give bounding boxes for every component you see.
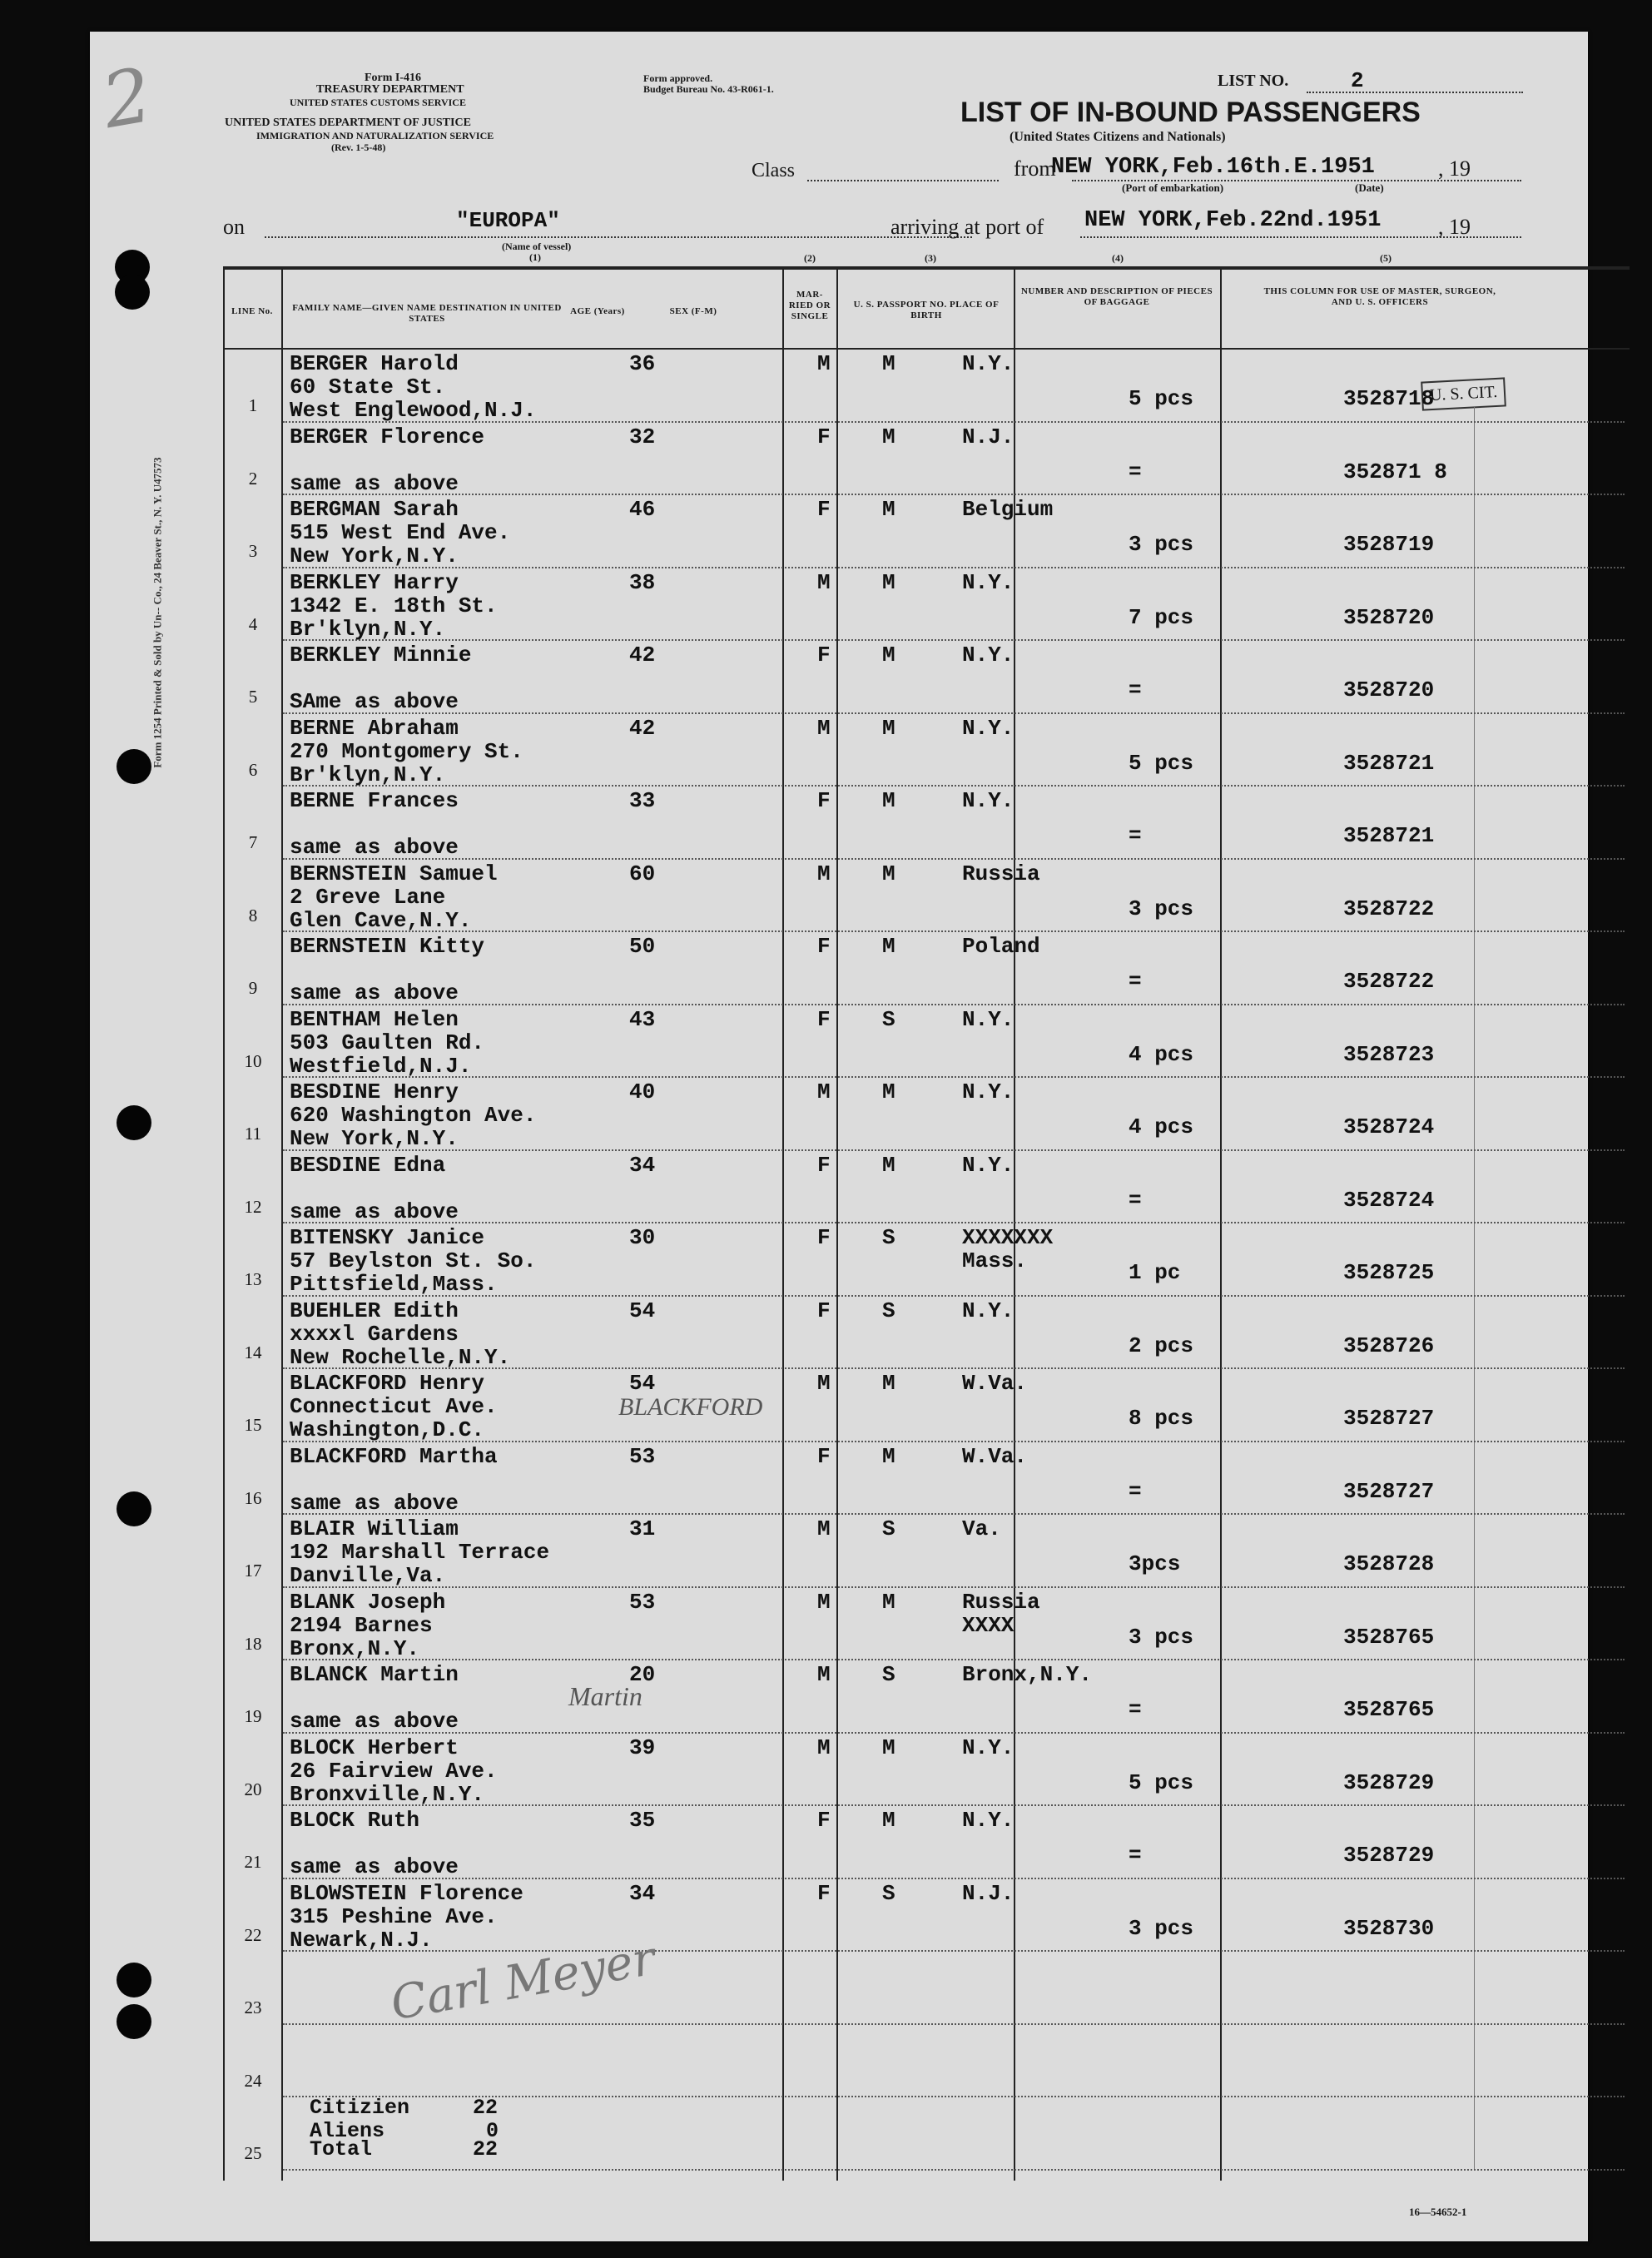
passport-number: 3528722 (1343, 969, 1435, 994)
address-line-2: Danville,Va. (290, 1563, 446, 1588)
age: 33 (629, 788, 656, 813)
marital-status: M (882, 643, 895, 667)
row-divider (283, 712, 1625, 714)
marital-status: M (882, 351, 895, 376)
row-divider (283, 1076, 1625, 1078)
marital-status: S (882, 1298, 895, 1323)
line-number: 16 (244, 1487, 262, 1508)
passenger-name: BERGER Florence (290, 424, 485, 449)
citizen-count: 22 (473, 2096, 499, 2120)
punch-hole (117, 1105, 151, 1140)
passenger-name: BESDINE Henry (290, 1079, 459, 1104)
marital-status: S (882, 1662, 895, 1687)
place-of-birth: N.Y. (962, 1079, 1015, 1104)
address-line-2: Bronxville,N.Y. (290, 1781, 485, 1807)
baggage: 4 pcs (1129, 1041, 1194, 1067)
baggage: 3 pcs (1129, 1624, 1194, 1650)
address-line-2: West Englewood,N.J. (290, 398, 537, 423)
place-of-birth: Poland (962, 934, 1040, 959)
baggage: = (1129, 1187, 1142, 1213)
arrival-value: NEW YORK,Feb.22nd.1951 (1084, 208, 1382, 233)
age: 35 (629, 1808, 656, 1833)
address-line-2: Br'klyn,N.Y. (290, 762, 446, 787)
passenger-name: BLANCK Martin (290, 1662, 459, 1687)
sex: F (817, 1808, 831, 1833)
embarkation-value: NEW YORK,Feb.16th.E.1951 (1051, 155, 1375, 180)
passport-number: 3528725 (1343, 1260, 1435, 1285)
baggage: 3 pcs (1129, 896, 1194, 921)
address-line-2: Glen Cave,N.Y. (290, 907, 472, 933)
age: 46 (629, 497, 656, 522)
punch-hole (117, 1963, 151, 1997)
citizen-label: Citizien (310, 2096, 410, 2120)
passenger-name: BLACKFORD Martha (290, 1443, 498, 1469)
passenger-name: BUEHLER Edith (290, 1298, 459, 1323)
baggage: 5 pcs (1129, 386, 1194, 411)
line-number: 19 (244, 1706, 262, 1726)
passenger-name: BLACKFORD Henry (290, 1371, 485, 1396)
place-of-birth-2: XXXX (962, 1612, 1015, 1638)
aliens-label: Aliens (310, 2119, 385, 2143)
passport-number: 3528765 (1343, 1697, 1435, 1722)
list-no-label: LIST NO. (1218, 72, 1289, 90)
age: 36 (629, 351, 656, 376)
page-subtitle: (United States Citizens and Nationals) (1010, 130, 1226, 144)
age: 20 (629, 1662, 656, 1687)
line-number: 4 (248, 613, 258, 634)
sex: F (817, 497, 831, 522)
passport-number: 3528765 (1343, 1624, 1435, 1650)
arrival-year-suffix: , 19 (1438, 215, 1471, 239)
sex: F (817, 1006, 831, 1032)
customs-service: UNITED STATES CUSTOMS SERVICE (290, 97, 466, 108)
place-of-birth: N.J. (962, 1880, 1015, 1906)
address-line-1: 515 West End Ave. (290, 520, 511, 545)
col-married: MAR-RIED OR SINGLE (788, 290, 831, 321)
place-of-birth: N.Y. (962, 1808, 1015, 1833)
row-divider (283, 639, 1625, 641)
row-divider (283, 2023, 1625, 2025)
passport-number: 352871 8 (1343, 459, 1447, 484)
line-number: 8 (248, 905, 258, 926)
baggage: = (1129, 677, 1142, 702)
address-line-2: Washington,D.C. (290, 1417, 485, 1442)
sex: M (817, 351, 831, 376)
place-of-birth: Belgium (962, 497, 1054, 522)
age: 30 (629, 1225, 656, 1250)
address-line-2: same as above (290, 980, 459, 1005)
address-line-2: same as above (290, 1854, 459, 1879)
passenger-name: BLANK Joseph (290, 1589, 446, 1615)
address-line-2: New York,N.Y. (290, 543, 459, 568)
col-passport: U. S. PASSPORT NO. PLACE OF BIRTH (853, 300, 1000, 320)
age: 42 (629, 643, 656, 667)
passenger-name: BERGER Harold (290, 351, 459, 376)
page-title: LIST OF IN-BOUND PASSENGERS (960, 97, 1421, 128)
passport-number: 3528728 (1343, 1551, 1435, 1576)
passenger-name: BERKLEY Minnie (290, 643, 472, 667)
address-line-1: 1342 E. 18th St. (290, 593, 498, 618)
col-sex: SEX (F-M) (669, 306, 717, 316)
col-baggage: NUMBER AND DESCRIPTION OF PIECES OF BAGGAGE (1020, 286, 1213, 307)
baggage: 5 pcs (1129, 1769, 1194, 1795)
passport-number: 3528723 (1343, 1041, 1435, 1067)
marital-status: M (882, 861, 895, 886)
passenger-name: BLAIR William (290, 1516, 459, 1541)
address-line-1: 315 Peshine Ave. (290, 1903, 498, 1929)
sex: F (817, 1225, 831, 1250)
row-divider (283, 1878, 1625, 1879)
justice-dept: UNITED STATES DEPARTMENT OF JUSTICE (225, 117, 471, 129)
passport-number: 3528724 (1343, 1114, 1435, 1139)
arriving-label: arriving at port of (890, 215, 1044, 239)
sex: F (817, 934, 831, 959)
address-line-1: xxxxl Gardens (290, 1321, 459, 1347)
address-line-2: Br'klyn,N.Y. (290, 616, 446, 642)
address-line-2: same as above (290, 470, 459, 496)
sex: M (817, 1079, 831, 1104)
marital-status: M (882, 1589, 895, 1615)
row-divider (283, 2169, 1625, 2171)
baggage: = (1129, 969, 1142, 994)
place-of-birth: N.Y. (962, 715, 1015, 741)
address-line-2: same as above (290, 1490, 459, 1516)
col-num-5: (5) (1380, 252, 1392, 264)
line-number: 2 (248, 468, 258, 489)
col-num-4: (4) (1112, 252, 1124, 264)
age: 34 (629, 1152, 656, 1178)
handwritten-blackford: BLACKFORD (618, 1393, 763, 1421)
age: 32 (629, 424, 656, 449)
passport-number: 3528730 (1343, 1915, 1435, 1941)
budget-bureau: Budget Bureau No. 43-R061-1. (643, 83, 774, 95)
place-of-birth: N.Y. (962, 569, 1015, 595)
marital-status: M (882, 934, 895, 959)
passenger-name: BERNSTEIN Kitty (290, 934, 485, 959)
passport-number: 3528724 (1343, 1187, 1435, 1213)
line-number: 21 (244, 1852, 262, 1872)
marital-status: S (882, 1516, 895, 1541)
side-print-note: Form 1254 Printed & Sold by Un-- Co., 24 Beaver St., N. Y. U47573 (151, 457, 164, 768)
passenger-name: BLOCK Ruth (290, 1808, 420, 1833)
passport-number: 3528719 (1343, 532, 1435, 557)
marital-status: M (882, 715, 895, 741)
baggage: 8 pcs (1129, 1406, 1194, 1431)
line-number: 22 (244, 1924, 262, 1945)
address-line-2: New York,N.Y. (290, 1126, 459, 1151)
sex: F (817, 1443, 831, 1469)
address-line-2: Pittsfield,Mass. (290, 1272, 498, 1297)
line-number: 1 (248, 395, 258, 415)
place-of-birth: N.Y. (962, 1006, 1015, 1032)
baggage: 7 pcs (1129, 604, 1194, 630)
marital-status: M (882, 497, 895, 522)
passport-number: 3528721 (1343, 823, 1435, 848)
class-label: Class (752, 160, 796, 181)
line-number: 3 (248, 541, 258, 561)
date-note: (Date) (1355, 181, 1384, 194)
baggage: 1 pc (1129, 1260, 1181, 1285)
marital-status: S (882, 1006, 895, 1032)
address-line-1: 620 Washington Ave. (290, 1103, 537, 1128)
sex: F (817, 788, 831, 813)
total-label: Total (310, 2137, 373, 2161)
baggage: = (1129, 823, 1142, 848)
passenger-name: BENTHAM Helen (290, 1006, 459, 1032)
row-divider (283, 785, 1625, 787)
col-line-no: LINE No. (231, 306, 273, 316)
row-divider (283, 1659, 1625, 1660)
baggage: 3 pcs (1129, 1915, 1194, 1941)
row-divider (283, 1222, 1625, 1223)
sex: F (817, 643, 831, 667)
address-line-1: 192 Marshall Terrace (290, 1540, 550, 1565)
row-divider (283, 1004, 1625, 1005)
address-line-2: same as above (290, 1709, 459, 1734)
row-divider (283, 930, 1625, 932)
line-number: 10 (244, 1050, 262, 1071)
age: 39 (629, 1734, 656, 1760)
marital-status: S (882, 1225, 895, 1250)
line-number: 24 (244, 2070, 262, 2091)
signature: Carl Meyer (386, 1931, 659, 2032)
handwritten-list-mark: 2 (96, 51, 158, 146)
handwritten-martin: Martin (568, 1681, 642, 1711)
sex: F (817, 1152, 831, 1178)
from-label: from (1014, 156, 1056, 181)
marital-status: M (882, 1371, 895, 1396)
baggage: 5 pcs (1129, 750, 1194, 776)
address-line-2: SAme as above (290, 689, 459, 714)
place-of-birth: N.Y. (962, 1298, 1015, 1323)
passenger-name: BERGMAN Sarah (290, 497, 459, 522)
passenger-name: BERNE Frances (290, 788, 459, 813)
sex: F (817, 424, 831, 449)
line-number: 15 (244, 1415, 262, 1435)
age: 53 (629, 1589, 656, 1615)
age: 42 (629, 715, 656, 741)
list-no-value: 2 (1351, 68, 1364, 93)
place-of-birth: N.Y. (962, 788, 1015, 813)
punch-hole (115, 275, 150, 310)
line-number: 11 (244, 1124, 262, 1144)
marital-status: M (882, 1808, 895, 1833)
marital-status: M (882, 1734, 895, 1760)
passport-number: 3528721 (1343, 750, 1435, 776)
place-of-birth-2: Mass. (962, 1248, 1028, 1273)
baggage: = (1129, 1697, 1142, 1722)
age: 43 (629, 1006, 656, 1032)
address-line-2: same as above (290, 835, 459, 860)
passenger-name: BERKLEY Harry (290, 569, 459, 595)
line-number: 18 (244, 1633, 262, 1654)
marital-status: M (882, 1443, 895, 1469)
age: 54 (629, 1371, 656, 1396)
line-number: 5 (248, 687, 258, 707)
line-number: 12 (244, 1196, 262, 1217)
baggage: = (1129, 459, 1142, 484)
address-line-1: 57 Beylston St. So. (290, 1248, 537, 1273)
col-num-3: (3) (925, 252, 936, 264)
row-divider (283, 494, 1625, 495)
line-number: 6 (248, 759, 258, 780)
place-of-birth: Va. (962, 1516, 1001, 1541)
address-line-1: 270 Montgomery St. (290, 738, 523, 764)
address-line-1: 60 State St. (290, 375, 446, 399)
address-line-1: 2194 Barnes (290, 1612, 433, 1638)
vessel-note: (Name of vessel) (502, 241, 572, 252)
line-number: 14 (244, 1342, 262, 1362)
place-of-birth: XXXXXXX (962, 1225, 1054, 1250)
baggage: = (1129, 1843, 1142, 1868)
address-line-2: Newark,N.J. (290, 1927, 433, 1953)
sex: M (817, 1662, 831, 1687)
age: 60 (629, 861, 656, 886)
address-line-1: 2 Greve Lane (290, 884, 446, 910)
col-name: FAMILY NAME—GIVEN NAME DESTINATION IN UNITED STATES (292, 303, 562, 324)
passenger-name: BLOCK Herbert (290, 1734, 459, 1760)
ins-service: IMMIGRATION AND NATURALIZATION SERVICE (256, 130, 494, 141)
line-number: 13 (244, 1269, 262, 1289)
row-divider (283, 1732, 1625, 1734)
row-divider (283, 1149, 1625, 1151)
sex: M (817, 715, 831, 741)
sex: M (817, 1516, 831, 1541)
row-divider (283, 1586, 1625, 1588)
address-line-2: Westfield,N.J. (290, 1053, 472, 1079)
marital-status: M (882, 788, 895, 813)
passenger-name: BITENSKY Janice (290, 1225, 485, 1250)
marital-status: M (882, 569, 895, 595)
marital-status: M (882, 1079, 895, 1104)
col-num-2: (2) (804, 252, 816, 264)
passport-number: 3528729 (1343, 1769, 1435, 1795)
from-year-suffix: , 19 (1438, 156, 1471, 181)
baggage: 3 pcs (1129, 532, 1194, 557)
place-of-birth: N.Y. (962, 643, 1015, 667)
place-of-birth: Bronx,N.Y. (962, 1662, 1093, 1687)
sex: M (817, 861, 831, 886)
form-number: Form I-416 (365, 72, 422, 84)
sex: M (817, 1589, 831, 1615)
sex: F (817, 1880, 831, 1906)
age: 31 (629, 1516, 656, 1541)
sex: M (817, 1371, 831, 1396)
place-of-birth: W.Va. (962, 1443, 1028, 1469)
address-line-1: Connecticut Ave. (290, 1394, 498, 1419)
form-approved: Form approved. (643, 72, 713, 84)
treasury-dept: TREASURY DEPARTMENT (316, 83, 464, 96)
passport-number: 3528722 (1343, 896, 1435, 921)
age: 50 (629, 934, 656, 959)
address-line-2: New Rochelle,N.Y. (290, 1344, 511, 1370)
total-count: 22 (473, 2137, 499, 2161)
revision: (Rev. 1-5-48) (331, 141, 386, 153)
row-divider (283, 1513, 1625, 1515)
punch-hole (117, 2004, 151, 2039)
aliens-count: 0 (486, 2119, 499, 2143)
address-line-1: 26 Fairview Ave. (290, 1758, 498, 1784)
vessel-col-num: (1) (529, 251, 541, 263)
us-citizen-stamp: U. S. CIT. (1421, 377, 1506, 410)
line-number: 20 (244, 1779, 262, 1799)
age: 38 (629, 569, 656, 595)
passport-number: 3528720 (1343, 677, 1435, 702)
form-code: 16—54652-1 (1409, 2206, 1467, 2218)
passenger-name: BESDINE Edna (290, 1152, 446, 1178)
line-number: 17 (244, 1561, 262, 1581)
passport-number: 3528726 (1343, 1332, 1435, 1358)
sex: F (817, 1298, 831, 1323)
age: 53 (629, 1443, 656, 1469)
line-number: 23 (244, 1997, 262, 2017)
baggage: 4 pcs (1129, 1114, 1194, 1139)
baggage: = (1129, 1478, 1142, 1504)
passenger-name: BLOWSTEIN Florence (290, 1880, 523, 1906)
row-divider (283, 1950, 1625, 1952)
age: 54 (629, 1298, 656, 1323)
passport-number: 3528720 (1343, 604, 1435, 630)
place-of-birth: N.Y. (962, 1152, 1015, 1178)
age: 34 (629, 1880, 656, 1906)
place-of-birth: Russia (962, 1589, 1040, 1615)
punch-hole (117, 749, 151, 784)
passport-number: 3528727 (1343, 1478, 1435, 1504)
passport-number: 3528727 (1343, 1406, 1435, 1431)
marital-status: S (882, 1880, 895, 1906)
sex: M (817, 569, 831, 595)
address-line-2: same as above (290, 1198, 459, 1224)
line-number: 9 (248, 978, 258, 998)
manifest-page (90, 32, 1588, 2241)
row-divider (283, 567, 1625, 568)
punch-hole (117, 1491, 151, 1526)
baggage: 3pcs (1129, 1551, 1181, 1576)
age: 40 (629, 1079, 656, 1104)
col-officers: THIS COLUMN FOR USE OF MASTER, SURGEON, AND U. S. OFFICERS (1263, 286, 1496, 307)
line-number: 25 (244, 2143, 262, 2163)
vessel-name: "EUROPA" (456, 208, 560, 233)
marital-status: M (882, 424, 895, 449)
place-of-birth: N.J. (962, 424, 1015, 449)
passenger-name: BERNE Abraham (290, 715, 459, 741)
marital-status: M (882, 1152, 895, 1178)
row-divider (283, 858, 1625, 860)
baggage: 2 pcs (1129, 1332, 1194, 1358)
on-label: on (223, 215, 245, 239)
place-of-birth: N.Y. (962, 351, 1015, 376)
passport-number: 3528729 (1343, 1843, 1435, 1868)
sex: M (817, 1734, 831, 1760)
passport-number: 3528718 (1343, 386, 1435, 411)
embark-note: (Port of embarkation) (1122, 181, 1224, 194)
place-of-birth: N.Y. (962, 1734, 1015, 1760)
line-number: 7 (248, 832, 258, 852)
address-line-2: Bronx,N.Y. (290, 1635, 420, 1661)
place-of-birth: W.Va. (962, 1371, 1028, 1396)
place-of-birth: Russia (962, 861, 1040, 886)
passenger-name: BERNSTEIN Samuel (290, 861, 498, 886)
col-age: AGE (Years) (570, 306, 625, 316)
address-line-1: 503 Gaulten Rd. (290, 1030, 485, 1055)
